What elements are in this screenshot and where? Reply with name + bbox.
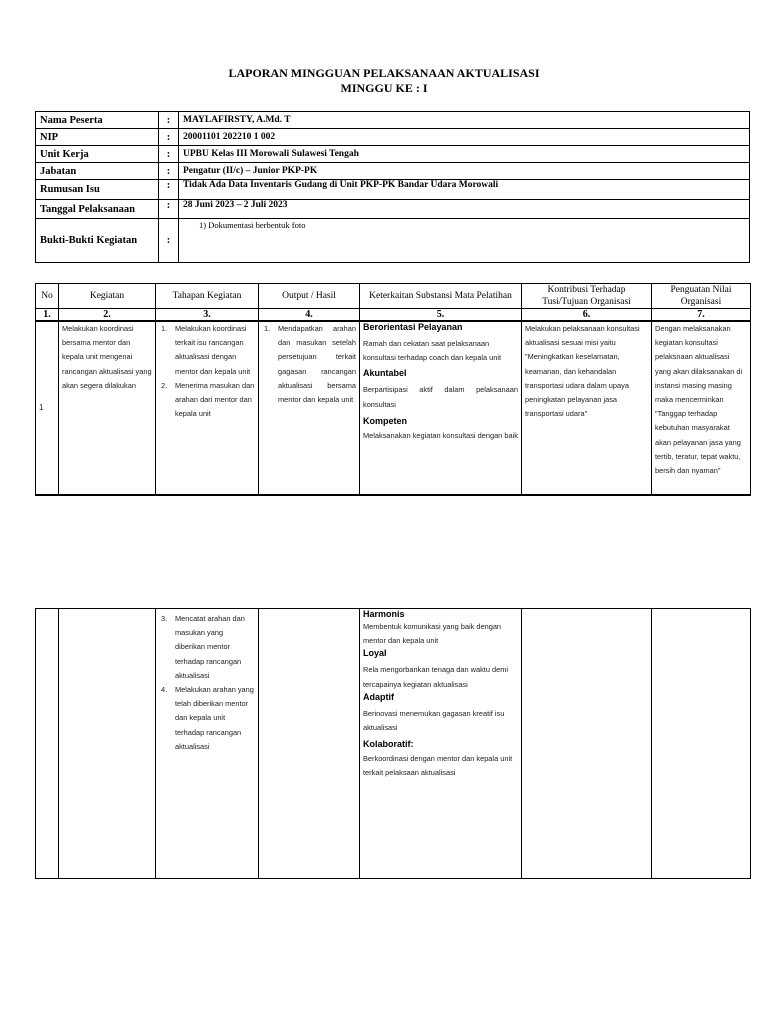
info-value: 20001101 202210 1 002 — [179, 129, 750, 146]
participant-info-table — [35, 111, 750, 263]
header-substansi: Keterkaitan Substansi Mata Pelatihan — [360, 284, 522, 309]
info-row-tanggal — [36, 200, 750, 219]
list-number: 4. — [161, 685, 168, 695]
output-cell — [259, 321, 360, 495]
info-row-isu — [36, 180, 750, 200]
info-row-nip — [36, 129, 750, 146]
value-heading: Kolaboratif: — [363, 739, 414, 750]
list-item — [159, 683, 255, 754]
col-number: 6. — [522, 309, 652, 322]
kegiatan-cell — [59, 321, 156, 495]
list-number: 3. — [161, 614, 168, 623]
info-colon: : — [159, 146, 179, 163]
kegiatan-cell-empty — [59, 609, 156, 879]
info-value — [179, 219, 750, 263]
kegiatan-text: Melakukan koordinasi bersama mentor dan kepala unit mengenai rancangan aktualisasi yang akan segera dilakukan — [62, 324, 152, 390]
substansi-cell — [360, 321, 522, 495]
table-number-row — [36, 309, 751, 322]
info-colon: : — [159, 200, 179, 219]
info-colon: : — [159, 180, 179, 200]
info-value: Tidak Ada Data Inventaris Gudang di Unit PKP-PK Bandar Udara Morowali — [179, 180, 750, 200]
header-kegiatan: Kegiatan — [59, 284, 156, 309]
header-no: No — [36, 284, 59, 309]
info-label: Unit Kerja — [36, 146, 159, 163]
header-output: Output / Hasil — [259, 284, 360, 309]
list-text: Melakukan arahan yang telah diberikan mentor dan kepala unit terhadap rancangan aktualisasi — [175, 685, 254, 751]
list-text: Melakukan koordinasi terkait isu rancangan aktualisasi dengan mentor dan kepala unit — [175, 324, 251, 376]
value-text: Melaksanakan kegiatan konsultasi dengan baik — [363, 430, 518, 440]
info-value: 28 Juni 2023 – 2 Juli 2023 — [179, 200, 750, 219]
value-heading: Loyal — [363, 648, 387, 659]
report-title: LAPORAN MINGGUAN PELAKSANAAN AKTUALISASI — [228, 66, 540, 80]
value-heading: Akuntabel — [363, 368, 407, 379]
info-value: MAYLAFIRSTY, A.Md. T — [179, 112, 750, 129]
penguatan-cell — [652, 321, 751, 495]
value-text: Berpartisipasi aktif dalam pelaksanaan konsultasi — [363, 385, 518, 409]
list-number: 1. — [264, 324, 271, 333]
tahapan-cell — [156, 609, 259, 879]
substansi-cell — [360, 609, 522, 879]
value-text: Ramah dan cekatan saat pelaksanaan konsultasi terhadap coach dan kepala unit — [363, 339, 502, 363]
value-heading: Harmonis — [363, 609, 405, 619]
tahapan-cell — [156, 321, 259, 495]
info-label: Rumusan Isu — [36, 180, 159, 200]
col-number: 2. — [59, 309, 156, 322]
list-item — [159, 379, 255, 422]
value-text: Berkoordinasi dengan mentor dan kepala unit terkait pelaksaan aktualisasi — [363, 754, 513, 778]
kontribusi-cell — [522, 321, 652, 495]
info-row-nama — [36, 112, 750, 129]
row-number-empty — [36, 609, 59, 879]
list-number: 1. — [161, 324, 168, 333]
info-row-unit — [36, 146, 750, 163]
header-tahapan: Tahapan Kegiatan — [156, 284, 259, 309]
col-number: 1. — [36, 309, 59, 322]
info-label: NIP — [36, 129, 159, 146]
col-number: 3. — [156, 309, 259, 322]
info-colon: : — [159, 163, 179, 180]
info-colon: : — [159, 129, 179, 146]
list-text: Menerima masukan dan arahan dari mentor dan kepala unit — [175, 380, 255, 419]
kontribusi-cell-empty — [522, 609, 652, 879]
list-item — [159, 322, 255, 379]
table-row — [36, 609, 751, 879]
info-label: Nama Peserta — [36, 112, 159, 129]
value-text: Membentuk komunikasi yang baik dengan mentor dan kepala unit — [363, 622, 502, 646]
info-colon: : — [159, 219, 179, 263]
report-subtitle: MINGGU KE : I — [340, 81, 428, 95]
col-number: 4. — [259, 309, 360, 322]
value-text: Rela mengorbankan tenaga dan waktu demi tercapainya kegiatan aktualisasi — [363, 665, 509, 689]
value-heading: Adaptif — [363, 691, 394, 702]
table-header-row — [36, 284, 751, 309]
info-row-jabatan — [36, 163, 750, 180]
list-text: Mendapatkan arahan dan masukan setelah persetujuan terkait gagasan rancangan aktualisasi bersama mentor dan kepala unit — [278, 324, 356, 405]
info-label: Bukti-Bukti Kegiatan — [36, 219, 159, 263]
activity-table — [35, 283, 751, 496]
list-item — [262, 322, 356, 407]
info-label: Tanggal Pelaksanaan — [36, 200, 159, 219]
evidence-text: 1) Dokumentasi berbentuk foto — [199, 220, 306, 230]
value-text: Berinovasi menemukan gagasan kreatif isu aktualisasi — [363, 708, 505, 733]
table-row — [36, 321, 751, 495]
activity-table-continued — [35, 608, 751, 879]
col-number: 5. — [360, 309, 522, 322]
kontribusi-text: Melakukan pelaksanaan konsultasi aktualisasi sesuai misi yaitu "Meningkatkan keselamatan, keamanan, dan kehandalan transportasi udara dalam upaya peningkatan pelayanan jasa transportasi udara" — [525, 324, 640, 419]
row-number: 1 — [36, 321, 59, 495]
output-cell-empty — [259, 609, 360, 879]
info-value: UPBU Kelas III Morowali Sulawesi Tengah — [179, 146, 750, 163]
list-item — [159, 612, 255, 683]
col-number: 7. — [652, 309, 751, 322]
penguatan-text: Dengan melaksanakan kegiatan konsultasi pelaksnaan aktualisasi yang akan dilaksanakan di instansi masing masing maka mencerminkan "Tanggap terhadap kebutuhan masyarakat akan pelayanan jasa yang tertib, teratur, tepat waktu, bersih dan nyaman" — [655, 324, 743, 476]
header-kontribusi: Kontribusi Terhadap Tusi/Tujuan Organisasi — [522, 284, 652, 309]
header-penguatan: Penguatan Nilai Organisasi — [652, 284, 751, 309]
info-colon: : — [159, 112, 179, 129]
info-value: Pengatur (II/c) – Junior PKP-PK — [179, 163, 750, 180]
value-heading: Kompeten — [363, 415, 408, 426]
value-heading: Berorientasi Pelayanan — [363, 322, 463, 332]
penguatan-cell-empty — [652, 609, 751, 879]
list-text: Mencatat arahan dan masukan yang diberikan mentor terhadap rancangan aktualisasi — [175, 614, 245, 680]
info-label: Jabatan — [36, 163, 159, 180]
info-row-bukti — [36, 219, 750, 263]
list-number: 2. — [161, 380, 168, 390]
